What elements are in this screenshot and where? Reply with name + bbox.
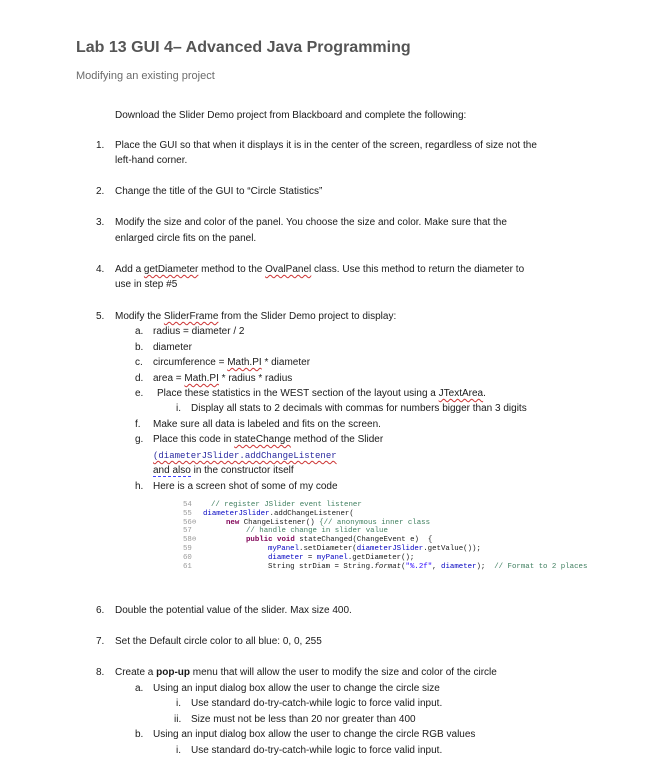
step-8-number: 8. bbox=[96, 667, 105, 678]
step-5a-text: radius = diameter / 2 bbox=[153, 326, 245, 337]
step-5c-text: circumference = Math.PI * diameter bbox=[153, 357, 311, 368]
step-4-number: 4. bbox=[96, 264, 105, 275]
code-line: new ChangeListener() {// anonymous inner class bbox=[226, 518, 431, 527]
step-8b-i-marker: i. bbox=[176, 745, 181, 756]
code-line: // handle change in slider value bbox=[246, 527, 388, 536]
step-8b-i-text: Use standard do-try-catch-while logic to force valid input. bbox=[191, 745, 443, 756]
page-subtitle: Modifying an existing project bbox=[76, 70, 215, 82]
step-8-text: Create a pop-up menu that will allow the user to modify the size and color of the circle bbox=[115, 667, 497, 678]
step-1-text-cont: left-hand corner. bbox=[115, 155, 188, 166]
step-5f-text: Make sure all data is labeled and fits on the screen. bbox=[153, 419, 381, 430]
step-4-text: Add a getDiameter method to the OvalPanel class. Use this method to return the diameter to bbox=[115, 264, 525, 275]
step-8a-i-text: Use standard do-try-catch-while logic to force valid input. bbox=[191, 698, 443, 709]
step-3-text: Modify the size and color of the panel. You choose the size and color. Make sure that the bbox=[115, 217, 507, 228]
code-line: diameter = myPanel.getDiameter(); bbox=[268, 553, 415, 562]
code-line-number: 60 bbox=[183, 553, 192, 562]
code-line: public void stateChanged(ChangeEvent e) { bbox=[246, 536, 433, 545]
code-line: myPanel.setDiameter(diameterJSlider.getValue()); bbox=[268, 544, 481, 553]
step-8a-ii-text: Size must not be less than 20 nor greater than 400 bbox=[191, 714, 416, 725]
step-5h-text: Here is a screen shot of some of my code bbox=[153, 481, 338, 492]
step-2-number: 2. bbox=[96, 186, 105, 197]
code-line-number: 55 bbox=[183, 509, 192, 518]
code-line-number: 57 bbox=[183, 527, 192, 536]
step-7-number: 7. bbox=[96, 636, 105, 647]
code-line: // register JSlider event listener bbox=[211, 501, 362, 509]
step-5e-i-text: Display all stats to 2 decimals with commas for numbers bigger than 3 digits bbox=[191, 403, 527, 414]
code-line-number: 59 bbox=[183, 544, 192, 553]
code-line: diameterJSlider.addChangeListener( bbox=[203, 509, 354, 518]
code-line: String strDiam = String.format("%.2f", diameter); // Format to 2 places bbox=[268, 562, 588, 571]
step-6-text: Double the potential value of the slider. Max size 400. bbox=[115, 605, 352, 616]
step-5d-marker: d. bbox=[135, 373, 144, 384]
step-5g-marker: g. bbox=[135, 434, 144, 445]
step-5g-text-cont: and also in the constructor itself bbox=[153, 465, 294, 476]
step-8a-ii-marker: ii. bbox=[174, 714, 182, 725]
step-1-number: 1. bbox=[96, 140, 105, 151]
code-line-number: 56⊖ bbox=[183, 518, 197, 527]
step-5c-marker: c. bbox=[135, 357, 143, 368]
step-5g-code-ref: (diameterJSlider.addChangeListener bbox=[153, 451, 337, 461]
step-1-text: Place the GUI so that when it displays it is in the center of the screen, regardless of size not the bbox=[115, 140, 537, 151]
step-5g-text: Place this code in stateChange method of the Slider bbox=[153, 434, 384, 445]
step-6-number: 6. bbox=[96, 605, 105, 616]
step-4-text-cont: use in step #5 bbox=[115, 279, 178, 290]
step-2-text: Change the title of the GUI to “Circle Statistics” bbox=[115, 186, 323, 197]
step-5a-marker: a. bbox=[135, 326, 144, 337]
step-5b-marker: b. bbox=[135, 342, 144, 353]
code-line-number: 61 bbox=[183, 562, 192, 571]
step-5e-i-marker: i. bbox=[176, 403, 181, 414]
code-line-number: 54 bbox=[183, 501, 192, 509]
step-3-text-cont: enlarged circle fits on the panel. bbox=[115, 233, 257, 244]
step-8a-i-marker: i. bbox=[176, 698, 181, 709]
step-5d-text: area = Math.PI * radius * radius bbox=[153, 373, 293, 384]
step-5e-text: Place these statistics in the WEST section of the layout using a JTextArea. bbox=[157, 388, 486, 399]
code-line-number: 58⊖ bbox=[183, 536, 197, 545]
step-7-text: Set the Default circle color to all blue: 0, 0, 255 bbox=[115, 636, 322, 647]
step-8a-text: Using an input dialog box allow the user to change the circle size bbox=[153, 683, 440, 694]
step-3-number: 3. bbox=[96, 217, 105, 228]
step-5f-marker: f. bbox=[135, 419, 141, 430]
step-5e-marker: e. bbox=[135, 388, 144, 399]
step-8b-marker: b. bbox=[135, 729, 144, 740]
step-5h-marker: h. bbox=[135, 481, 144, 492]
step-8a-marker: a. bbox=[135, 683, 144, 694]
step-5b-text: diameter bbox=[153, 342, 192, 353]
step-5-text: Modify the SliderFrame from the Slider Demo project to display: bbox=[115, 311, 397, 322]
page-title: Lab 13 GUI 4– Advanced Java Programming bbox=[76, 39, 411, 56]
step-5-number: 5. bbox=[96, 311, 105, 322]
step-8b-text: Using an input dialog box allow the user to change the circle RGB values bbox=[153, 729, 476, 740]
intro-text: Download the Slider Demo project from Blackboard and complete the following: bbox=[115, 110, 467, 121]
